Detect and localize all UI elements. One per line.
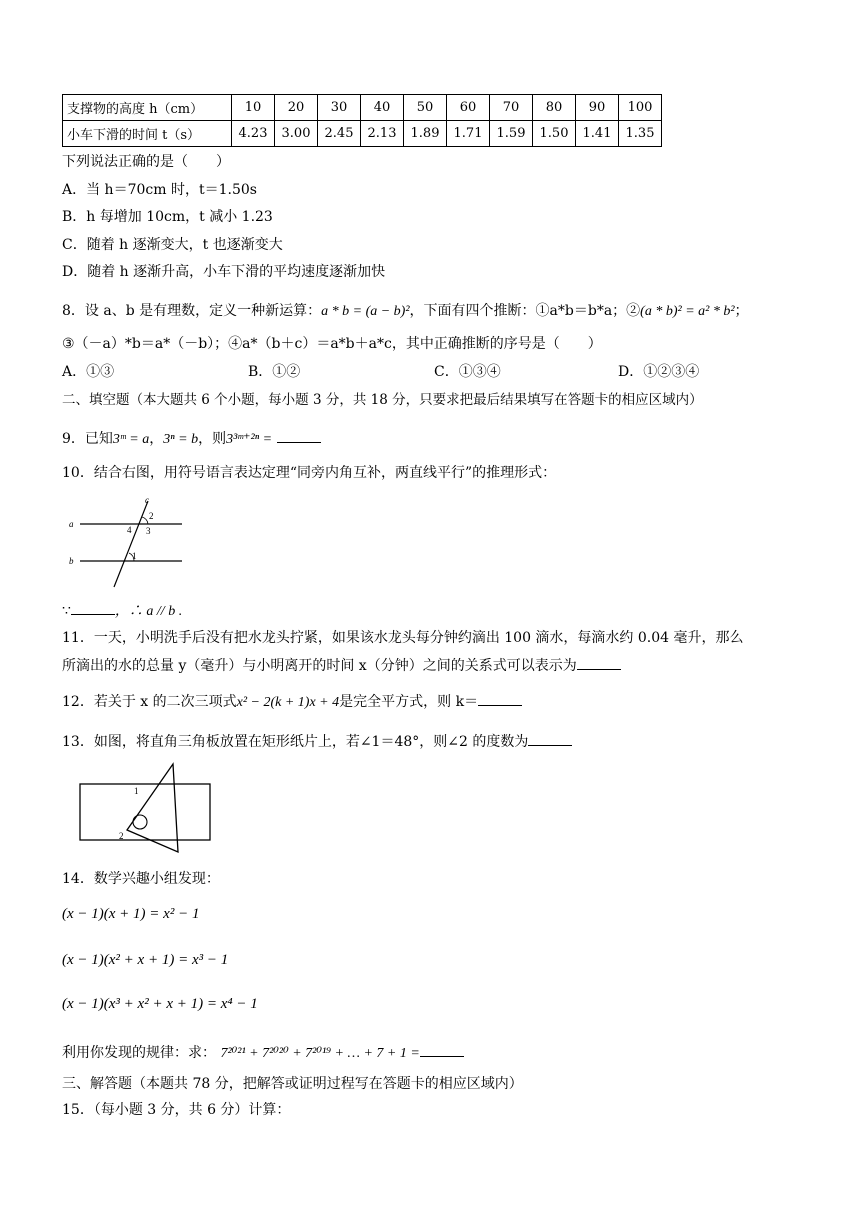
q8-text-start: 8．设 a、b 是有理数，定义一种新运算： [62, 303, 322, 319]
q14-ask-prefix: 利用你发现的规律：求： [62, 1045, 216, 1061]
q9-answer-blank[interactable] [277, 428, 321, 443]
q9-mid: ，则 [198, 431, 227, 447]
q12 [62, 691, 522, 713]
q12-answer-blank[interactable] [478, 691, 522, 706]
q9-condition-1: 3ᵐ = a [112, 432, 150, 447]
label-4: 4 [127, 525, 132, 535]
q11-answer-blank[interactable] [577, 655, 621, 670]
q7-option-d: D．随着 h 逐渐升高，小车下滑的平均速度逐渐加快 [62, 264, 386, 280]
q9-condition-2: 3ⁿ = b [163, 432, 199, 447]
q8-option-a: A．①③ [62, 364, 115, 380]
q7-stem: 下列说法正确的是（ ） [62, 154, 230, 170]
label-b: b [69, 556, 74, 566]
q8-formula-def: a * b = (a − b)² [321, 304, 410, 319]
q12-suffix: 是完全平方式，则 k＝ [339, 694, 479, 710]
data-table [62, 94, 662, 147]
q14-equation-3: (x − 1)(x³ + x² + x + 1) = x⁴ − 1 [62, 996, 258, 1012]
table-cell: 30 [318, 95, 361, 121]
q8-formula-two: (a * b)² = a² * b² [640, 304, 735, 319]
table-cell: 1.50 [533, 121, 576, 147]
label-a: a [69, 519, 74, 529]
table-cell: 40 [361, 95, 404, 121]
table-cell: 4.23 [232, 121, 275, 147]
q14-equation-1: (x − 1)(x + 1) = x² − 1 [62, 906, 200, 922]
q7-option-a: A．当 h＝70cm 时，t＝1.50s [62, 182, 257, 198]
table-cell: 1.89 [404, 121, 447, 147]
table-row [63, 95, 662, 121]
q12-expression: x² − 2(k + 1)x + 4 [236, 695, 340, 710]
q14-answer-blank[interactable] [420, 1042, 464, 1057]
section-3-heading: 三、解答题（本题共 78 分，把解答或证明过程写在答题卡的相应区域内） [62, 1076, 523, 1092]
q8-option-d: D．①②③④ [618, 364, 700, 380]
table-cell: 20 [275, 95, 318, 121]
q13-text: 13．如图，将直角三角板放置在矩形纸片上，若∠1＝48°，则∠2 的度数为 [62, 734, 529, 750]
q11-line1: 11．一天，小明洗手后没有把水龙头拧紧，如果该水龙头每分钟约滴出 100 滴水，每滴水约 0.04 毫升，那么 [62, 630, 744, 646]
q8-option-b: B．①② [248, 364, 301, 380]
table-cell: 80 [533, 95, 576, 121]
section-2-heading: 二、填空题（本大题共 6 个小题，每小题 3 分，共 18 分，只要求把最后结果填写在答题卡的相应区域内） [62, 392, 703, 408]
table-row [63, 121, 662, 147]
label-c: c [145, 495, 149, 505]
label-2: 2 [149, 511, 154, 521]
q9-prefix: 9．已知 [62, 431, 113, 447]
table-cell: 1.35 [619, 121, 662, 147]
table-header-time: 小车下滑的时间 t（s） [63, 121, 232, 147]
table-cell: 1.71 [447, 121, 490, 147]
label-3: 3 [146, 526, 151, 536]
q10-answer-blank[interactable] [71, 600, 115, 615]
q13-figure [76, 760, 216, 856]
q10-answer [62, 600, 182, 622]
q8-text-mid: ，下面有四个推断：①a*b＝b*a；② [409, 303, 641, 319]
triangle-hole [133, 815, 147, 829]
table-cell: 100 [619, 95, 662, 121]
q10-figure [66, 493, 190, 593]
q9 [62, 428, 321, 450]
q8-line1 [62, 301, 749, 322]
q8-option-c: C．①③④ [434, 364, 501, 380]
q14-equation-2: (x − 1)(x² + x + 1) = x³ − 1 [62, 952, 229, 968]
q10-because: ∵ [62, 603, 71, 619]
triangle-ruler [127, 764, 178, 852]
table-cell: 60 [447, 95, 490, 121]
q9-question: 3³ᵐ⁺²ⁿ = [226, 432, 273, 447]
q8-line2: ③（－a）*b＝a*（－b）；④a*（b＋c）＝a*b＋a*c，其中正确推断的序号是（ ） [62, 336, 602, 352]
table-header-height: 支撑物的高度 h（cm） [63, 95, 232, 121]
line-c [114, 501, 148, 587]
q13-answer-blank[interactable] [528, 731, 572, 746]
table-cell: 2.13 [361, 121, 404, 147]
angle-mark [142, 517, 148, 524]
rectangle-paper [80, 784, 210, 840]
table-cell: 50 [404, 95, 447, 121]
angle-1-label: 1 [134, 786, 139, 796]
q12-prefix: 12．若关于 x 的二次三项式 [62, 694, 237, 710]
q15-heading: 15．（每小题 3 分，共 6 分）计算： [62, 1102, 291, 1118]
table-cell: 10 [232, 95, 275, 121]
table-cell: 1.59 [490, 121, 533, 147]
table-cell: 1.41 [576, 121, 619, 147]
q8-text-end: ； [734, 303, 749, 319]
angle-2-label: 2 [119, 831, 124, 841]
q10-text: 10．结合右图，用符号语言表达定理“同旁内角互补，两直线平行”的推理形式： [62, 465, 557, 481]
q10-conclusion: ，∴ a // b . [114, 604, 183, 619]
q7-option-b: B．h 每增加 10cm，t 减小 1.23 [62, 209, 273, 225]
table-cell: 2.45 [318, 121, 361, 147]
q14-text: 14．数学兴趣小组发现： [62, 871, 220, 887]
q9-separator: ， [149, 431, 164, 447]
q11-line2 [62, 655, 621, 676]
q14-question [62, 1042, 464, 1064]
table-cell: 3.00 [275, 121, 318, 147]
q14-ask-expression: 7²⁰²¹ + 7²⁰²⁰ + 7²⁰¹⁹ + … + 7 + 1 = [220, 1046, 420, 1061]
q11-text: 所滴出的水的总量 y（毫升）与小明离开的时间 x（分钟）之间的关系式可以表示为 [62, 658, 577, 674]
q7-option-c: C．随着 h 逐渐变大，t 也逐渐变大 [62, 237, 283, 253]
table-cell: 90 [576, 95, 619, 121]
label-1: 1 [132, 551, 137, 561]
q13 [62, 731, 572, 752]
table-cell: 70 [490, 95, 533, 121]
